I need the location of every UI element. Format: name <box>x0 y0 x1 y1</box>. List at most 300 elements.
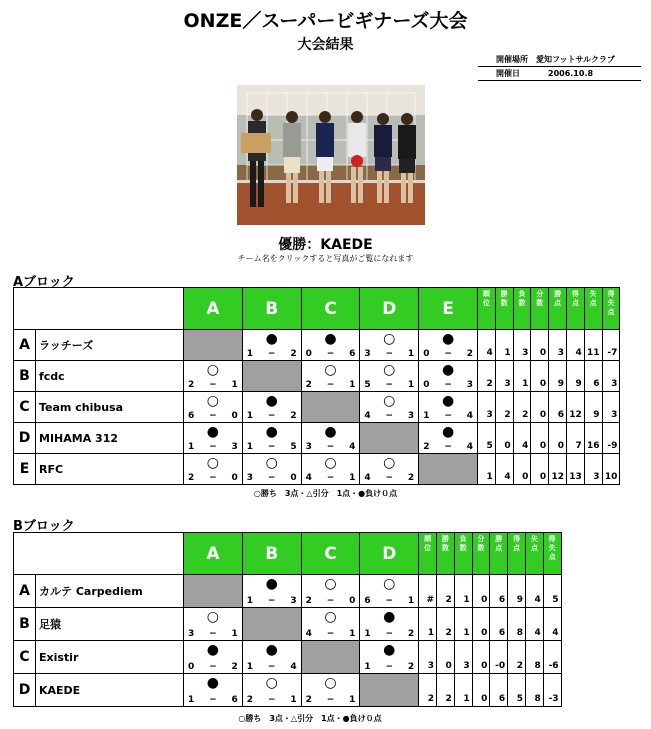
score-dash: − <box>209 629 217 639</box>
stat-value: 16 <box>584 423 602 454</box>
score-dash: − <box>267 442 276 452</box>
score-for: 1 <box>246 596 254 606</box>
match-score <box>243 695 301 705</box>
photo-note: チーム名をクリックすると写真がご覧になれます <box>237 254 414 263</box>
stat-value: 0 <box>436 641 454 674</box>
stat-value: 2 <box>477 361 495 392</box>
score-for: 4 <box>364 411 371 421</box>
win-icon: ○ <box>383 393 396 409</box>
table-row <box>14 575 562 608</box>
win-icon: ○ <box>383 455 396 471</box>
column-header-c: C <box>301 533 360 575</box>
stat-header <box>490 533 508 575</box>
score-against: 0 <box>290 473 297 483</box>
stat-value: 0 <box>472 641 490 674</box>
row-letter: A <box>14 575 36 608</box>
score-against: 2 <box>231 662 238 672</box>
score-for: 1 <box>246 442 254 452</box>
score-against: 4 <box>466 411 473 421</box>
column-header-b: B <box>242 533 301 575</box>
match-cell <box>242 392 301 423</box>
table-row <box>14 361 620 392</box>
score-for: 5 <box>364 380 371 390</box>
score-dash: − <box>444 349 452 359</box>
score-dash: − <box>385 349 394 359</box>
score-against: 1 <box>231 380 238 390</box>
stat-value: 2 <box>508 641 526 674</box>
self-match-cell <box>419 454 478 485</box>
score-dash: − <box>326 596 335 606</box>
score-for: 0 <box>188 662 195 672</box>
stat-value: -9 <box>602 423 620 454</box>
self-match-cell <box>360 423 419 454</box>
self-match-cell <box>360 674 419 707</box>
match-score <box>302 349 360 359</box>
match-score <box>302 629 360 639</box>
table-row <box>14 423 620 454</box>
match-score <box>302 442 360 452</box>
row-letter: E <box>14 454 36 485</box>
match-score <box>184 695 242 705</box>
match-cell <box>184 641 243 674</box>
score-for: 3 <box>305 442 312 452</box>
score-against: 6 <box>231 695 238 705</box>
team-name-link[interactable]: ラッチーズ <box>36 330 184 361</box>
stat-value: 9 <box>508 575 526 608</box>
venue-value: 愛知フットサルクラブ <box>536 55 615 64</box>
win-icon: ○ <box>206 362 219 378</box>
match-cell <box>242 575 301 608</box>
stat-value: 8 <box>525 674 543 707</box>
stat-value: 4 <box>513 423 531 454</box>
win-icon: ○ <box>383 576 396 592</box>
stat-value: 1 <box>477 454 495 485</box>
score-against: 2 <box>290 349 297 359</box>
score-for: 6 <box>364 596 371 606</box>
team-name-link[interactable]: KAEDE <box>36 674 184 707</box>
table-header-row <box>14 533 562 575</box>
score-dash: − <box>209 695 217 705</box>
score-against: 1 <box>349 380 356 390</box>
score-against: 1 <box>349 473 356 483</box>
stat-header <box>508 533 526 575</box>
team-name-link[interactable]: 足猿 <box>36 608 184 641</box>
match-score <box>360 349 418 359</box>
stat-header-label: 順位 <box>424 535 432 552</box>
stat-value: 2 <box>419 674 437 707</box>
stat-value: 4 <box>543 608 561 641</box>
self-match-cell <box>242 608 301 641</box>
score-against: 1 <box>407 380 415 390</box>
match-cell <box>301 674 360 707</box>
score-dash: − <box>326 695 335 705</box>
score-dash: − <box>267 596 276 606</box>
score-dash: − <box>209 380 217 390</box>
score-against: 2 <box>407 662 415 672</box>
match-cell <box>360 454 419 485</box>
stat-header <box>472 533 490 575</box>
stat-value: 2 <box>513 392 531 423</box>
match-score <box>243 473 301 483</box>
row-letter: B <box>14 608 36 641</box>
stat-value: 4 <box>525 608 543 641</box>
stat-value: 3 <box>602 361 620 392</box>
stat-value: -3 <box>543 674 561 707</box>
team-photo <box>237 85 425 225</box>
team-name-link[interactable]: MIHAMA 312 <box>36 423 184 454</box>
score-for: 3 <box>246 473 254 483</box>
match-score <box>360 380 418 390</box>
score-dash: − <box>209 442 217 452</box>
venue-label: 開催場所 <box>496 55 528 64</box>
match-cell <box>360 575 419 608</box>
column-header-b: B <box>242 288 301 330</box>
stat-value: 12 <box>566 392 584 423</box>
stat-header-label: 得失点 <box>607 290 615 316</box>
stat-value: 7 <box>566 423 584 454</box>
stat-value: 6 <box>549 392 567 423</box>
team-name-link[interactable]: Team chibusa <box>36 392 184 423</box>
row-letter: B <box>14 361 36 392</box>
match-score <box>243 411 301 421</box>
win-icon: ○ <box>324 675 337 691</box>
loss-icon: ● <box>265 642 278 658</box>
table-row <box>14 608 562 641</box>
stat-value: -0 <box>490 641 508 674</box>
team-name-link[interactable]: RFC <box>36 454 184 485</box>
stat-value: 5 <box>543 575 561 608</box>
match-cell <box>184 454 243 485</box>
score-against: 4 <box>349 442 356 452</box>
score-for: 0 <box>423 349 430 359</box>
match-cell <box>184 608 243 641</box>
score-for: 4 <box>305 629 312 639</box>
score-dash: − <box>326 349 335 359</box>
stat-header <box>454 533 472 575</box>
score-against: 3 <box>407 411 415 421</box>
score-dash: − <box>385 596 394 606</box>
table-row <box>14 330 620 361</box>
score-for: 1 <box>364 629 371 639</box>
stat-value: 0 <box>531 423 549 454</box>
stat-header-label: 得失点 <box>548 535 556 561</box>
match-cell <box>301 575 360 608</box>
stat-value: 0 <box>472 608 490 641</box>
stat-value: 11 <box>584 330 602 361</box>
stat-value: 12 <box>549 454 567 485</box>
win-icon: ○ <box>265 455 278 471</box>
date-value: 2006.10.8 <box>548 69 594 78</box>
stat-value: 3 <box>602 392 620 423</box>
stat-value: 5 <box>508 674 526 707</box>
score-dash: − <box>326 442 335 452</box>
win-icon: ○ <box>324 455 337 471</box>
loss-icon: ● <box>441 331 455 347</box>
stat-header-label: 勝点 <box>554 290 562 307</box>
score-against: 3 <box>231 442 238 452</box>
match-score <box>360 473 418 483</box>
stat-value: 9 <box>549 361 567 392</box>
stat-value: # <box>419 575 437 608</box>
score-for: 2 <box>305 380 312 390</box>
stat-value: 8 <box>525 641 543 674</box>
column-header-a: A <box>184 288 243 330</box>
stat-value: -7 <box>602 330 620 361</box>
match-score <box>184 380 242 390</box>
match-cell <box>301 454 360 485</box>
stat-header-label: 勝数 <box>500 290 508 307</box>
win-icon: ○ <box>324 576 337 592</box>
stat-value: 2 <box>436 608 454 641</box>
stat-value: 0 <box>549 423 567 454</box>
stat-value: 1 <box>495 330 513 361</box>
header-corner <box>14 288 184 330</box>
score-against: 2 <box>466 349 473 359</box>
row-letter: D <box>14 674 36 707</box>
stat-value: 6 <box>584 361 602 392</box>
score-against: 1 <box>349 695 356 705</box>
match-score <box>243 349 301 359</box>
score-dash: − <box>385 629 394 639</box>
score-for: 6 <box>188 411 195 421</box>
match-score <box>360 411 418 421</box>
stat-value: 9 <box>584 392 602 423</box>
score-against: 1 <box>290 695 297 705</box>
stat-value: 0 <box>531 330 549 361</box>
loss-icon: ● <box>265 576 278 592</box>
stat-value: 2 <box>436 575 454 608</box>
match-cell <box>242 454 301 485</box>
stat-value: 6 <box>490 674 508 707</box>
match-score <box>302 380 360 390</box>
loss-icon: ● <box>206 675 219 691</box>
stat-header-label: 勝数 <box>441 535 449 552</box>
stat-value: 5 <box>477 423 495 454</box>
stat-value: 2 <box>495 392 513 423</box>
match-cell <box>242 423 301 454</box>
table-row <box>14 641 562 674</box>
score-against: 1 <box>407 596 415 606</box>
score-dash: − <box>385 411 394 421</box>
self-match-cell <box>184 575 243 608</box>
stat-value: 0 <box>531 361 549 392</box>
match-cell <box>242 330 301 361</box>
column-header-d: D <box>360 288 419 330</box>
block-a-legend: ○勝ち 3点・△引分 1点・●負け０点 <box>253 489 398 498</box>
stat-value: 0 <box>472 575 490 608</box>
stat-header-label: 失点 <box>530 535 538 552</box>
match-cell <box>301 608 360 641</box>
table-header-row <box>14 288 620 330</box>
win-icon: ○ <box>324 362 337 378</box>
row-letter: A <box>14 330 36 361</box>
score-dash: − <box>209 662 217 672</box>
loss-icon: ● <box>265 424 278 440</box>
match-score <box>302 473 360 483</box>
score-dash: − <box>267 662 276 672</box>
score-dash: − <box>444 411 452 421</box>
score-against: 2 <box>290 411 297 421</box>
stat-value: 3 <box>419 641 437 674</box>
row-letter: C <box>14 392 36 423</box>
score-for: 2 <box>305 596 312 606</box>
row-letter: C <box>14 641 36 674</box>
match-cell <box>419 361 478 392</box>
stat-header-label: 得点 <box>513 535 521 552</box>
stat-value: 1 <box>454 674 472 707</box>
win-icon: ○ <box>265 675 278 691</box>
page-subtitle: 大会結果 <box>297 37 354 53</box>
loss-icon: ● <box>441 424 455 440</box>
score-dash: − <box>209 411 217 421</box>
score-dash: − <box>326 629 335 639</box>
score-for: 1 <box>246 349 254 359</box>
score-dash: − <box>385 662 394 672</box>
match-cell <box>419 423 478 454</box>
match-cell <box>301 361 360 392</box>
score-against: 4 <box>290 662 297 672</box>
score-for: 1 <box>423 411 430 421</box>
match-score <box>360 662 418 672</box>
stat-value: 0 <box>531 454 549 485</box>
score-dash: − <box>444 380 452 390</box>
stat-header <box>477 288 495 330</box>
score-for: 2 <box>188 473 195 483</box>
stat-value: 4 <box>566 330 584 361</box>
match-cell <box>360 330 419 361</box>
loss-icon: ● <box>265 331 278 347</box>
self-match-cell <box>184 330 243 361</box>
score-against: 0 <box>231 473 238 483</box>
stat-header <box>566 288 584 330</box>
match-score <box>184 473 242 483</box>
stat-header-label: 失点 <box>589 290 597 307</box>
date-row <box>478 68 641 81</box>
column-header-e: E <box>419 288 478 330</box>
stat-value: 0 <box>495 423 513 454</box>
table-row <box>14 392 620 423</box>
stat-header-label: 分数 <box>536 290 544 307</box>
match-cell <box>242 674 301 707</box>
score-dash: − <box>444 442 452 452</box>
score-for: 4 <box>364 473 371 483</box>
self-match-cell <box>301 641 360 674</box>
block-b-legend: ○勝ち 3点・△引分 1点・●負け０点 <box>238 714 382 723</box>
score-against: 6 <box>349 349 356 359</box>
stat-header-label: 勝点 <box>495 535 503 552</box>
match-score <box>243 662 301 672</box>
block-b-table <box>13 532 562 707</box>
match-score <box>243 442 301 452</box>
match-score <box>302 695 360 705</box>
score-dash: − <box>326 473 335 483</box>
score-for: 0 <box>305 349 312 359</box>
date-label: 開催日 <box>496 69 520 78</box>
score-against: 0 <box>231 411 238 421</box>
win-icon: ○ <box>324 609 337 625</box>
column-header-d: D <box>360 533 419 575</box>
header-corner <box>14 533 184 575</box>
block-b-title: Bブロック <box>13 519 75 534</box>
score-for: 2 <box>246 695 254 705</box>
stat-header-label: 順位 <box>482 290 490 307</box>
stat-header <box>525 533 543 575</box>
stat-header-label: 得点 <box>571 290 579 307</box>
score-against: 2 <box>407 629 415 639</box>
stat-value: 1 <box>513 361 531 392</box>
stat-value: 0 <box>472 674 490 707</box>
loss-icon: ● <box>265 393 278 409</box>
stat-value: 3 <box>477 392 495 423</box>
match-cell <box>242 641 301 674</box>
match-cell <box>360 361 419 392</box>
score-against: 2 <box>407 473 415 483</box>
block-a-table <box>13 287 620 485</box>
loss-icon: ● <box>383 642 396 658</box>
score-against: 0 <box>349 596 356 606</box>
table-row <box>14 454 620 485</box>
block-a-title: Aブロック <box>13 275 75 290</box>
stat-value: 3 <box>584 454 602 485</box>
score-for: 1 <box>246 662 254 672</box>
stat-value: 1 <box>454 575 472 608</box>
stat-value: 2 <box>436 674 454 707</box>
match-cell <box>184 423 243 454</box>
stat-value: 0 <box>513 454 531 485</box>
team-name-link[interactable]: Existir <box>36 641 184 674</box>
score-dash: − <box>385 473 394 483</box>
score-against: 4 <box>466 442 473 452</box>
stat-header-label: 分数 <box>477 535 485 552</box>
stat-value: 3 <box>549 330 567 361</box>
team-name-link[interactable]: fcdc <box>36 361 184 392</box>
team-name-link[interactable]: カルテ Carpediem <box>36 575 184 608</box>
match-score <box>184 411 242 421</box>
score-for: 1 <box>364 662 371 672</box>
match-score <box>419 442 477 452</box>
match-cell <box>301 330 360 361</box>
win-icon: ○ <box>206 455 219 471</box>
match-cell <box>184 392 243 423</box>
loss-icon: ● <box>324 424 337 440</box>
column-header-a: A <box>184 533 243 575</box>
match-cell <box>419 330 478 361</box>
score-for: 2 <box>305 695 312 705</box>
score-dash: − <box>267 473 276 483</box>
win-icon: ○ <box>383 362 396 378</box>
score-against: 3 <box>466 380 473 390</box>
match-score <box>419 380 477 390</box>
score-for: 0 <box>423 380 430 390</box>
stat-header <box>531 288 549 330</box>
winner-label: 優勝：KAEDE <box>278 237 373 253</box>
stat-header <box>436 533 454 575</box>
stat-value: 4 <box>495 454 513 485</box>
stat-value: 4 <box>525 575 543 608</box>
venue-row <box>478 54 641 67</box>
stat-value: 6 <box>490 575 508 608</box>
match-score <box>184 442 242 452</box>
column-header-c: C <box>301 288 360 330</box>
score-against: 1 <box>349 629 356 639</box>
stat-value: 6 <box>490 608 508 641</box>
stat-value: 1 <box>419 608 437 641</box>
stat-value: 10 <box>602 454 620 485</box>
score-for: 2 <box>423 442 430 452</box>
score-against: 1 <box>407 349 415 359</box>
win-icon: ○ <box>383 331 396 347</box>
loss-icon: ● <box>383 609 396 625</box>
